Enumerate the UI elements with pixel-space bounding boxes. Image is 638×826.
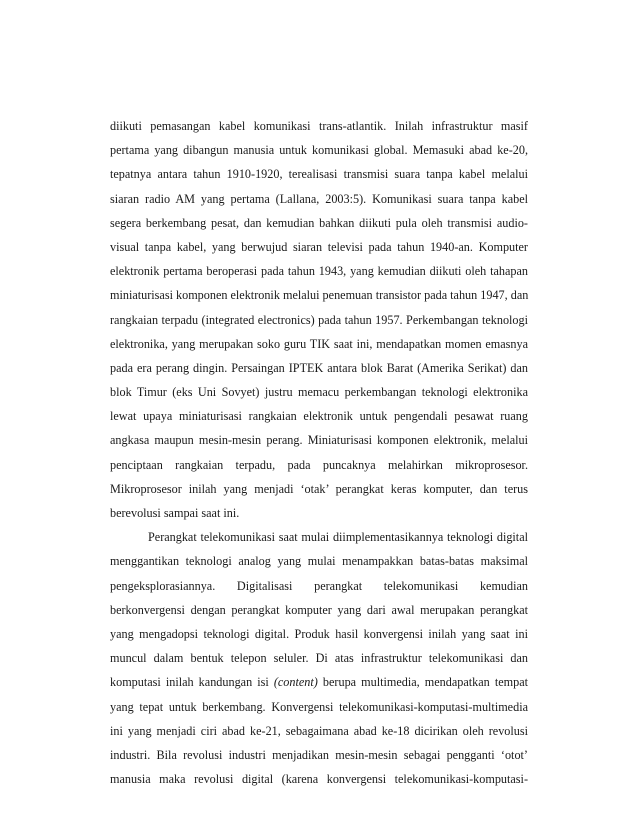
text-line: elektronik pertama beroperasi pada tahun 1943, yang kemudian diikuti oleh tahapan [110,264,528,279]
text-line: menggantikan teknologi analog yang mulai menampakkan batas-batas maksimal [110,554,528,569]
text-line-with-italic [110,670,528,694]
text-line: penciptaan rangkaian terpadu, pada puncaknya melahirkan mikroprosesor. [110,457,528,472]
paragraph-1 [110,114,528,525]
text-segment: berupa multimedia, mendapatkan tempat [322,675,529,690]
text-line: yang mengadopsi teknologi digital. Produk hasil konvergensi inilah yang saat ini [110,626,528,641]
text-line: berkonvergensi dengan perangkat komputer yang dari awal merupakan perangkat [110,602,528,617]
text-line: Perangkat telekomunikasi saat mulai diimplementasikannya teknologi digital [148,530,528,545]
text-line: berevolusi sampai saat ini. [110,506,240,520]
paragraph-2 [110,525,528,791]
text-line: ini yang menjadi ciri abad ke-21, sebagaimana abad ke-18 dicirikan oleh revolusi [110,723,528,738]
text-line: blok Timur (eks Uni Sovyet) justru memacu perkembangan teknologi elektronika [110,385,528,400]
text-line: rangkaian terpadu (integrated electronics) pada tahun 1957. Perkembangan teknologi [110,312,528,327]
text-line: Mikroprosesor inilah yang menjadi ‘otak’ perangkat keras komputer, dan terus [110,481,528,496]
text-line: elektronika, yang merupakan soko guru TIK saat ini, mendapatkan momen emasnya [110,336,528,351]
text-line: industri. Bila revolusi industri menjadikan mesin-mesin sebagai pengganti ‘otot’ [110,747,528,762]
text-line: pengeksplorasiannya. Digitalisasi perangkat telekomunikasi kemudian [110,578,528,593]
text-line: tepatnya antara tahun 1910-1920, terealisasi transmisi suara tanpa kabel melalui [110,167,528,182]
text-segment: komputasi inilah kandungan isi [110,675,269,690]
text-line: manusia maka revolusi digital (karena konvergensi telekomunikasi-komputasi- [110,772,528,787]
text-line: miniaturisasi komponen elektronik melalui penemuan transistor pada tahun 1947, dan [110,288,529,303]
text-line: siaran radio AM yang pertama (Lallana, 2003:5). Komunikasi suara tanpa kabel [110,191,528,206]
italic-term: (content) [273,675,318,690]
text-line: angkasa maupun mesin-mesin perang. Miniaturisasi komponen elektronik, melalui [110,433,528,448]
text-line: muncul dalam bentuk telepon seluler. Di atas infrastruktur telekomunikasi dan [110,651,528,666]
text-line: pada era perang dingin. Persaingan IPTEK antara blok Barat (Amerika Serikat) dan [110,360,528,375]
text-line: lewat upaya miniaturisasi rangkaian elektronik untuk pengendali pesawat ruang [110,409,528,424]
text-line: yang tepat untuk berkembang. Konvergensi telekomunikasi-komputasi-multimedia [110,699,528,714]
text-line: diikuti pemasangan kabel komunikasi trans-atlantik. Inilah infrastruktur masif [110,119,528,133]
document-page [110,114,528,791]
text-line: pertama yang dibangun manusia untuk komunikasi global. Memasuki abad ke-20, [110,143,528,158]
text-line: visual tanpa kabel, yang berwujud siaran televisi pada tahun 1940-an. Komputer [110,239,528,254]
text-line: segera berkembang pesat, dan kemudian bahkan diikuti pula oleh transmisi audio- [110,215,528,230]
